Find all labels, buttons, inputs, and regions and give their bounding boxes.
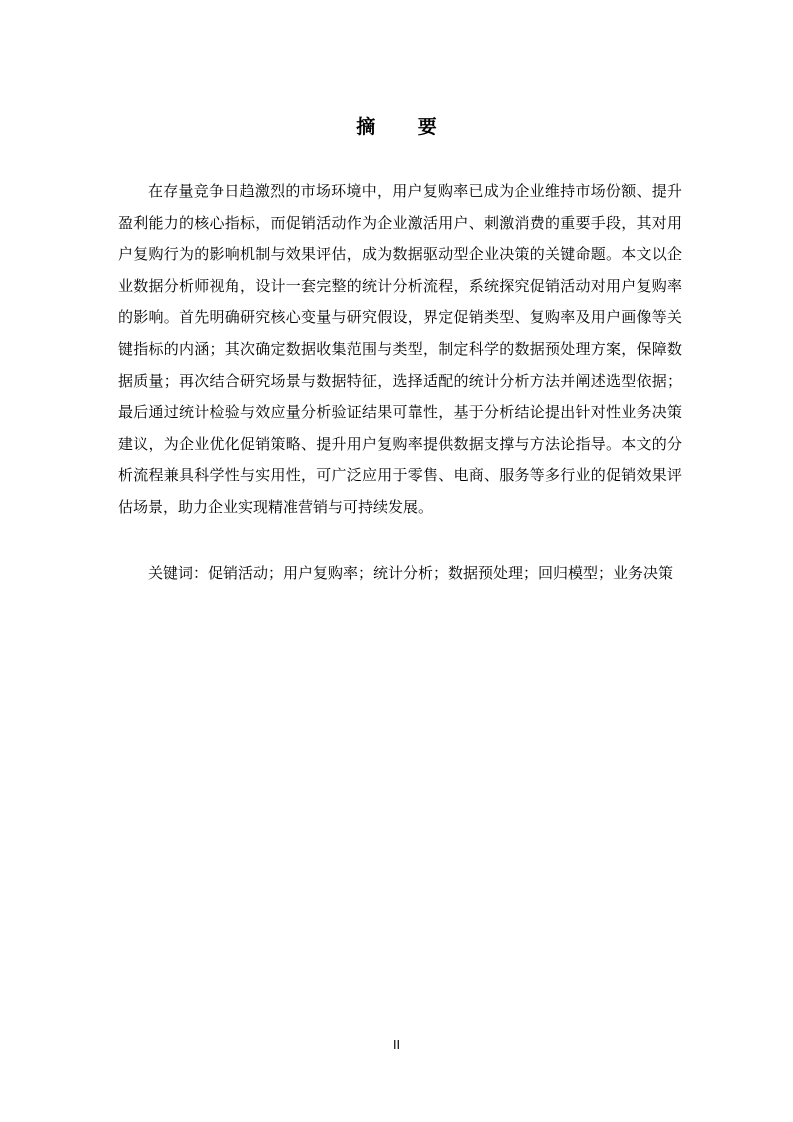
abstract-body: 在存量竞争日趋激烈的市场环境中，用户复购率已成为企业维持市场份额、提升盈利能力的核心指标，而促销活动作为企业激活用户、刺激消费的重要手段，其对用户复购行为的影响机制与效果评估，成为数据驱动型企业决策的关键命题。本文以企业数据分析师视角，设计一套完整的统计分析流程，系统探究促销活动对用户复购率的影响。首先明确研究核心变量与研究假设，界定促销类型、复购率及用户画像等关键指标的内涵；其次确定数据收集范围与类型，制定科学的数据预处理方案，保障数据质量；再次结合研究场景与数据特征，选择适配的统计分析方法并阐述选型依据；最后通过统计检验与效应量分析验证结果可靠性，基于分析结论提出针对性业务决策建议，为企业优化促销策略、提升用户复购率提供数据支撑与方法论指导。本文的分析流程兼具科学性与实用性，可广泛应用于零售、电商、服务等多行业的促销效果评估场景，助力企业实现精准营销与可持续发展。 [118,182,682,516]
page-number: II [392,1038,401,1052]
keywords-line: 关键词：促销活动；用户复购率；统计分析；数据预处理；回归模型；业务决策 [148,564,674,582]
abstract-title: 摘 要 [356,116,455,138]
